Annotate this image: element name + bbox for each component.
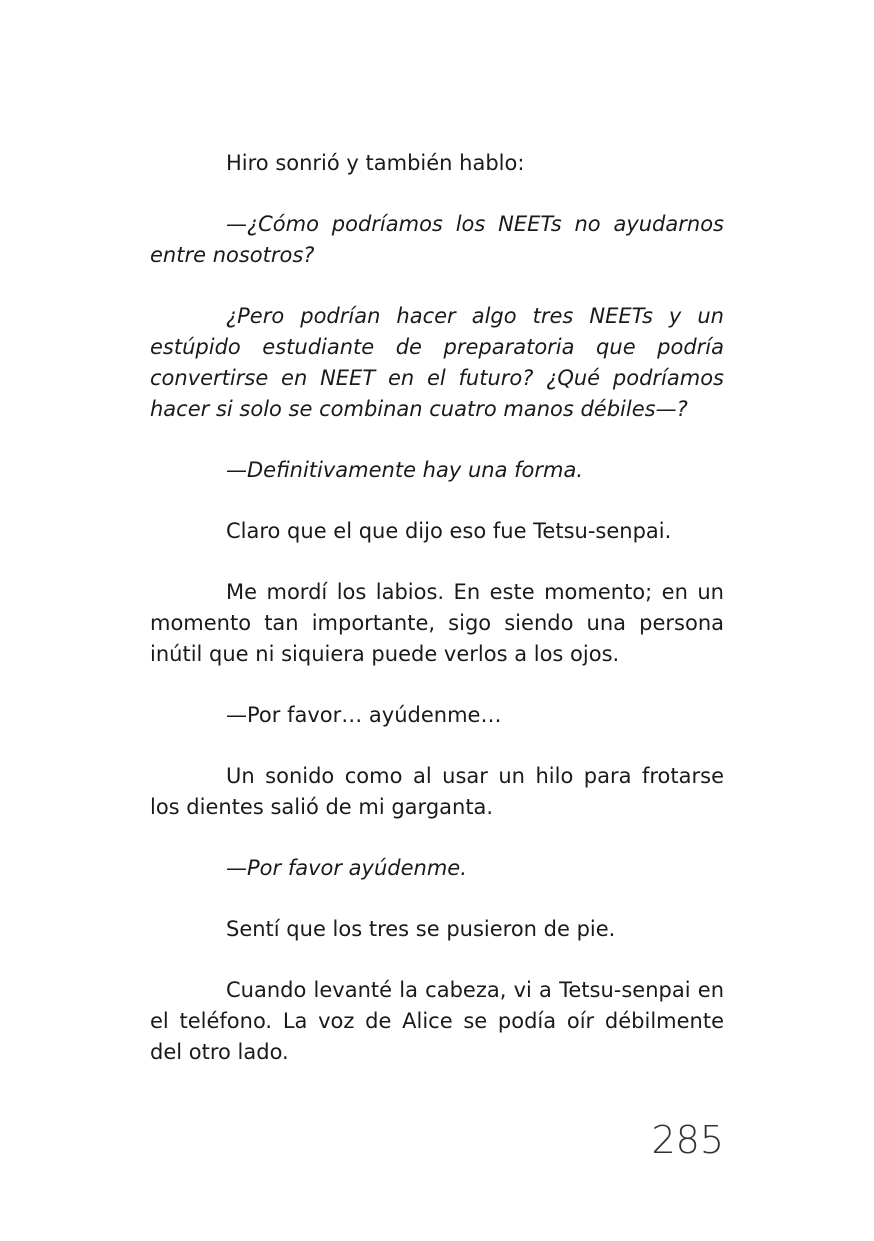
paragraph: Cuando levanté la cabeza, vi a Tetsu-senpai en el teléfono. La voz de Alice se podía oír débilmente del otro lado. <box>150 978 724 1064</box>
paragraph: —Definitivamente hay una forma. <box>226 458 583 482</box>
page-body <box>150 148 724 1098</box>
paragraph: Un sonido como al usar un hilo para frotarse los dientes salió de mi garganta. <box>150 764 724 819</box>
paragraph: Sentí que los tres se pusieron de pie. <box>226 917 616 941</box>
paragraph: Claro que el que dijo eso fue Tetsu-senpai. <box>226 519 672 543</box>
page-number: 285 <box>651 1118 724 1162</box>
paragraph: Me mordí los labios. En este momento; en un momento tan importante, sigo siendo una persona inútil que ni siquiera puede verlos a los ojos. <box>150 580 724 666</box>
paragraph: —Por favor ayúdenme. <box>226 856 467 880</box>
paragraph: Hiro sonrió y también hablo: <box>226 151 525 175</box>
paragraph: ¿Pero podrían hacer algo tres NEETs y un estúpido estudiante de preparatoria que podría convertirse en NEET en el futuro? ¿Qué podríamos hacer si solo se combinan cuatro manos débiles—? <box>150 304 724 421</box>
paragraph: —¿Cómo podríamos los NEETs no ayudarnos entre nosotros? <box>150 212 724 267</box>
paragraph: —Por favor… ayúdenme… <box>226 703 502 727</box>
